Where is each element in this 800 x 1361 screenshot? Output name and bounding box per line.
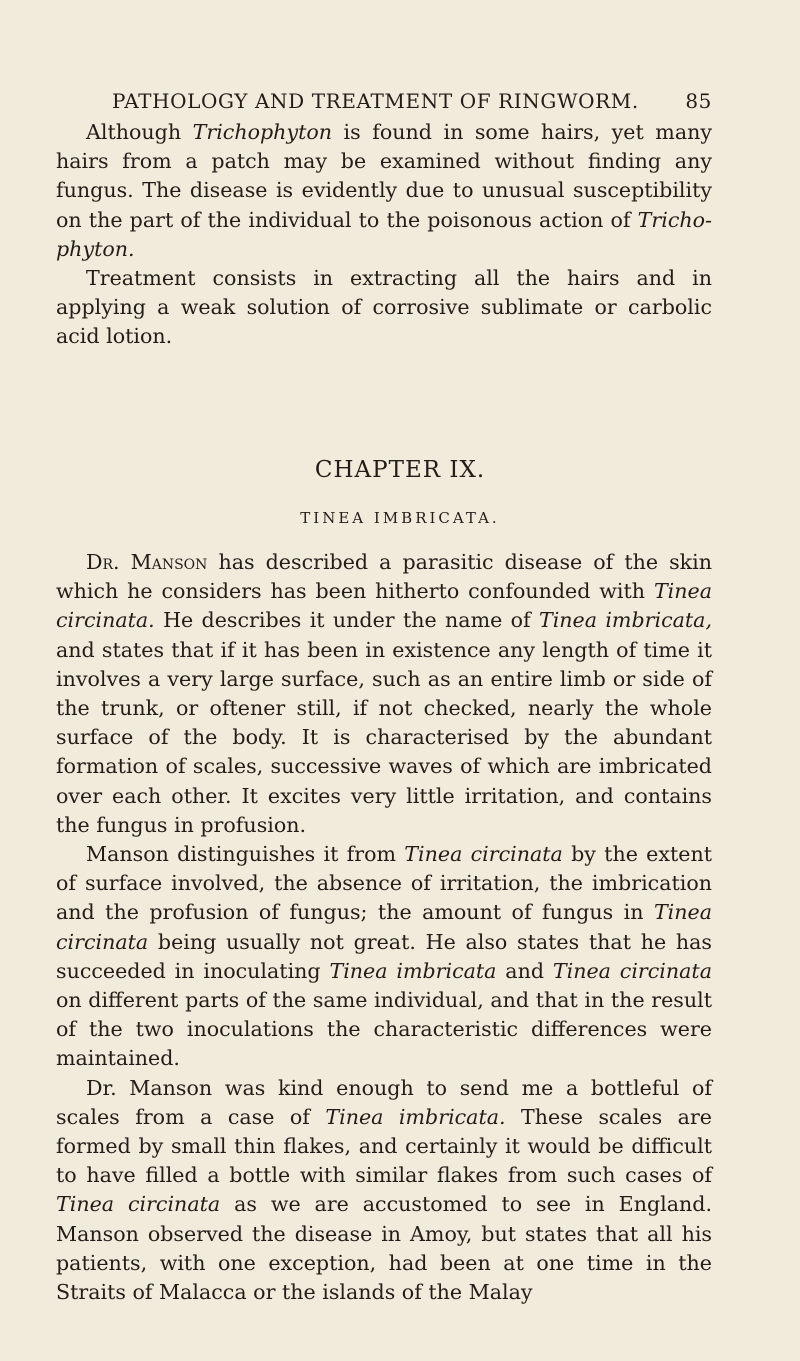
paragraph-text: by the extent of surface involved, the absence of irritation, the imbrication and the profusion of fungus; the amount of fungus in	[56, 842, 712, 925]
paragraph-text: He describes it under the name of	[154, 608, 539, 633]
paragraph-text: being usually not great. He also states that he has succeeded in inoculating	[56, 929, 712, 983]
paragraph-text: and states that if it has been in existence any length of time it involves a very large surface, such as an entire limb or side of the trunk, or oftener still, if not checked, nearly the whole surface of the body. It is characterised by the abundant formation of scales, successive waves of which are imbricated over each other. It excites very little irritation, and contains the fungus in profusion.	[56, 637, 712, 837]
running-title: PATHOLOGY AND TREATMENT OF RINGWORM.	[112, 89, 639, 113]
species-name: Tinea imbricata	[329, 958, 497, 983]
paragraph-text: and	[496, 958, 553, 983]
paragraph-text: Although	[86, 120, 193, 144]
paragraph-text: as we are accustomed to see in England. Manson observed the disease in Amoy, but states that all his patients, with one exception, had been at one time in the Straits of Malacca or the islands of the Malay	[56, 1192, 712, 1305]
paragraph-treatment: Treatment consists in extracting all the hairs and in applying a weak solution of corrosive sublimate or carbolic acid lotion.	[56, 266, 712, 349]
species-name: Tricho-phyton.	[56, 207, 712, 261]
species-name: Tinea circinata	[404, 842, 563, 867]
section-two-text	[56, 548, 712, 1307]
paragraph-trichophyton-hairs	[56, 118, 712, 264]
paragraph-bottle-of-scales	[56, 1074, 712, 1308]
paragraph-text: These scales are formed by small thin flakes, and certainly it would be difficult to have filled a bottle with similar flakes from such cases of	[56, 1104, 712, 1188]
paragraph-manson-distinguishes	[56, 840, 712, 1074]
paragraph-text: on different parts of the same individual, and that in the result of the two inoculations the characteristic differences were maintained.	[56, 988, 712, 1071]
species-name: Tinea circinata	[552, 958, 712, 983]
species-name: Trichophyton	[192, 120, 333, 144]
paragraph-text: is found in some hairs, yet many hairs from a patch may be examined without finding any fungus. The disease is evidently due to unusual susceptibility on the part of the individual to the poisonous action of	[56, 120, 712, 232]
chapter-subtitle: TINEA IMBRICATA.	[300, 509, 500, 527]
species-name: Tinea imbricata.	[325, 1104, 506, 1129]
section-one-text	[56, 118, 712, 352]
running-head	[112, 86, 712, 116]
species-name: Tinea imbricata,	[538, 608, 712, 633]
species-name: Tinea circinata	[56, 900, 712, 954]
author-name: Dr. Manson	[86, 550, 208, 574]
chapter-heading: CHAPTER IX.	[314, 457, 486, 483]
paragraph-text: Dr. Manson was kind enough to send me a bottleful of scales from a case of	[56, 1075, 712, 1129]
species-name: Tinea circinata.	[56, 579, 712, 633]
species-name: Tinea circinata	[56, 1192, 221, 1217]
paragraph-text: Manson distinguishes it from	[86, 842, 405, 867]
paragraph-manson-description	[56, 548, 712, 840]
page-number: 85	[685, 89, 712, 113]
paragraph-text: has described a parasitic disease of the skin which he considers has been hitherto confounded with	[56, 550, 712, 604]
